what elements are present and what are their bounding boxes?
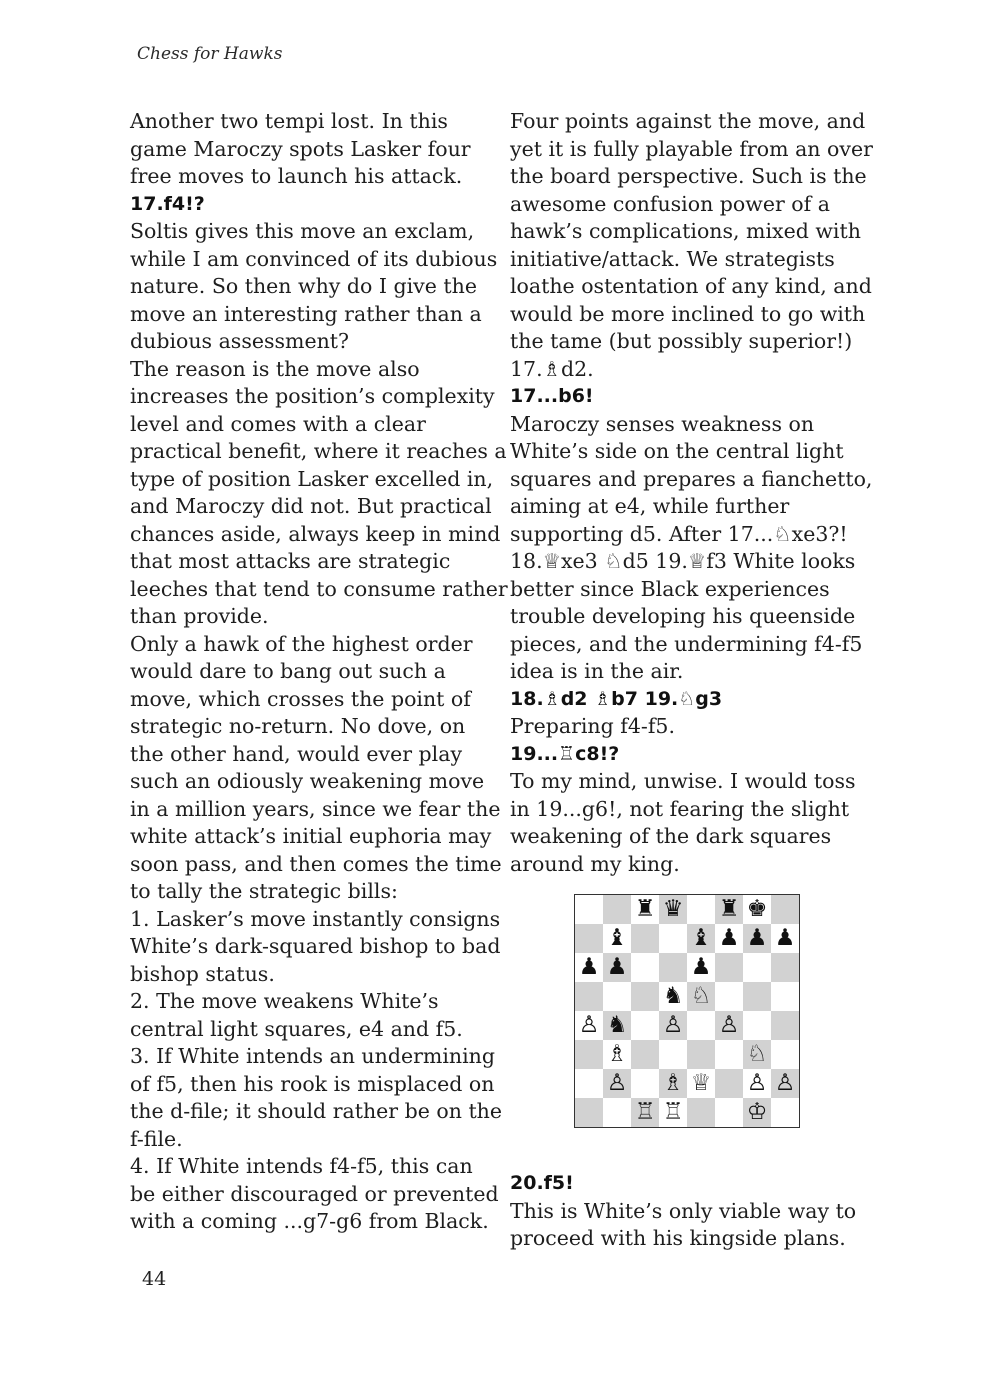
text-line: with a coming ...g7-g6 from Black.: [130, 1209, 489, 1233]
page-number: 44: [142, 1268, 167, 1290]
board-square: [715, 953, 743, 982]
board-square: ♙: [771, 1069, 799, 1098]
board-square: [631, 1011, 659, 1040]
text-line: the board perspective. Such is the: [510, 164, 867, 188]
board-square: [659, 924, 687, 953]
board-square: ♙: [603, 1069, 631, 1098]
text-line: central light squares, e4 and f5.: [130, 1016, 463, 1041]
text-line: in a million years, since we fear the: [130, 796, 501, 821]
text-line: Four points against the move, and: [510, 109, 866, 133]
board-square: ♟: [771, 924, 799, 953]
text-line: level and comes with a clear: [130, 411, 426, 436]
board-square: [631, 1040, 659, 1069]
board-square: [603, 982, 631, 1011]
board-square: ♗: [659, 1069, 687, 1098]
text-line: than provide.: [130, 604, 269, 628]
right-column: [510, 108, 872, 1253]
text-line: Preparing f4-f5.: [510, 714, 675, 738]
board-square: ♙: [659, 1011, 687, 1040]
text-line: awesome confusion power of a: [510, 191, 830, 216]
text-line: strategic no-return. No dove, on: [130, 714, 466, 738]
board-square: ♛: [659, 895, 687, 924]
board-square: [575, 1069, 603, 1098]
text-line: of f5, then his rook is misplaced on: [130, 1071, 495, 1096]
board-square: [687, 895, 715, 924]
move-heading: 17.f4!?: [130, 192, 205, 215]
text-line: To my mind, unwise. I would toss: [510, 769, 856, 793]
text-line: loathe ostentation of any kind, and: [510, 274, 872, 298]
move-heading: 17...b6!: [510, 385, 594, 407]
text-line: the d-file; it should rather be on the: [130, 1099, 503, 1123]
text-line: pieces, and the undermining f4-f5: [510, 631, 863, 656]
board-square: ♖: [659, 1098, 687, 1127]
board-square: [771, 1098, 799, 1127]
board-square: ♟: [687, 953, 715, 982]
board-square: ♙: [575, 1011, 603, 1040]
board-square: [659, 1040, 687, 1069]
text-line: White’s dark-squared bishop to bad: [130, 934, 501, 958]
board-square: [743, 982, 771, 1011]
text-line: dubious assessment?: [130, 329, 350, 353]
text-line: leeches that tend to consume rather: [130, 576, 508, 601]
board-square: [715, 1098, 743, 1127]
board-square: ♟: [743, 924, 771, 953]
text-line: white attack’s initial euphoria may: [130, 824, 492, 848]
board-square: ♞: [659, 982, 687, 1011]
text-line: the tame (but possibly superior!): [510, 329, 853, 353]
text-line: trouble developing his queenside: [510, 604, 856, 628]
text-line: bishop status.: [130, 961, 275, 986]
text-line: 18.♕xe3 ♘d5 19.♕f3 White looks: [510, 549, 856, 573]
right-column-bottom-text: [510, 1170, 872, 1253]
text-line: and Maroczy did not. But practical: [130, 494, 492, 518]
text-line: game Maroczy spots Lasker four: [130, 136, 471, 161]
text-line: The reason is the move also: [130, 356, 420, 381]
board-square: [631, 924, 659, 953]
text-line: free moves to launch his attack.: [130, 164, 463, 188]
text-line: This is White’s only viable way to: [510, 1198, 857, 1223]
board-square: [575, 1098, 603, 1127]
text-line: better since Black experiences: [510, 576, 830, 601]
board-square: ♟: [575, 953, 603, 982]
text-line: White’s side on the central light: [510, 439, 844, 463]
board-square: [659, 953, 687, 982]
text-line: 17.♗d2.: [510, 356, 594, 381]
text-line: supporting d5. After 17...♘xe3?!: [510, 521, 848, 546]
text-line: would be more inclined to go with: [510, 301, 866, 326]
left-column: [130, 108, 508, 1236]
text-line: 2. The move weakens White’s: [130, 989, 439, 1013]
board-square: [575, 924, 603, 953]
running-header: Chess for Hawks: [137, 44, 283, 64]
text-line: nature. So then why do I give the: [130, 274, 477, 298]
board-square: [687, 1011, 715, 1040]
board-square: [575, 1040, 603, 1069]
text-line: move an interesting rather than a: [130, 301, 482, 326]
board-square: ♔: [743, 1098, 771, 1127]
text-line: Maroczy senses weakness on: [510, 411, 815, 436]
board-square: ♜: [715, 895, 743, 924]
text-line: aiming at e4, while further: [510, 494, 790, 518]
text-line: practical benefit, where it reaches a: [130, 439, 507, 463]
text-line: the other hand, would ever play: [130, 741, 463, 766]
move-heading: 20.f5!: [510, 1172, 574, 1194]
board-square: [603, 1098, 631, 1127]
board-square: [715, 1069, 743, 1098]
board-square: ♞: [603, 1011, 631, 1040]
board-square: ♜: [631, 895, 659, 924]
board-square: ♖: [631, 1098, 659, 1127]
text-line: 3. If White intends an undermining: [130, 1044, 495, 1068]
move-heading: 19...♖c8!?: [510, 742, 620, 765]
text-line: weakening of the dark squares: [510, 824, 832, 848]
text-line: such an odiously weakening move: [130, 769, 485, 793]
board-square: [575, 982, 603, 1011]
board-square: [743, 953, 771, 982]
move-heading: 18.♗d2 ♗b7 19.♘g3: [510, 687, 723, 710]
text-line: Only a hawk of the highest order: [130, 631, 473, 656]
board-square: ♟: [603, 953, 631, 982]
board-square: [575, 895, 603, 924]
text-line: around my king.: [510, 851, 680, 876]
board-square: [715, 982, 743, 1011]
text-line: yet it is fully playable from an over: [510, 136, 873, 161]
text-line: squares and prepares a fianchetto,: [510, 466, 873, 491]
board-square: [771, 953, 799, 982]
text-line: Soltis gives this move an exclam,: [130, 219, 475, 243]
text-line: f-file.: [130, 1126, 183, 1151]
board-square: [603, 895, 631, 924]
board-square: ♟: [715, 924, 743, 953]
right-column-top-text: [510, 108, 872, 878]
text-line: while I am convinced of its dubious: [130, 246, 498, 271]
board-square: ♝: [687, 924, 715, 953]
text-line: to tally the strategic bills:: [130, 879, 398, 903]
board-square: [631, 953, 659, 982]
board-square: ♙: [715, 1011, 743, 1040]
text-line: proceed with his kingside plans.: [510, 1226, 846, 1250]
chess-diagram: [574, 894, 800, 1128]
board-square: [771, 895, 799, 924]
text-line: 1. Lasker’s move instantly consigns: [130, 906, 501, 931]
board-square: ♚: [743, 895, 771, 924]
board-square: [631, 982, 659, 1011]
board-square: ♘: [743, 1040, 771, 1069]
board-square: ♗: [603, 1040, 631, 1069]
text-line: that most attacks are strategic: [130, 549, 451, 573]
text-line: increases the position’s complexity: [130, 384, 495, 408]
board-square: [715, 1040, 743, 1069]
text-line: hawk’s complications, mixed with: [510, 219, 861, 243]
board-square: [687, 1098, 715, 1127]
text-line: Another two tempi lost. In this: [130, 109, 448, 133]
text-line: would dare to bang out such a: [130, 659, 446, 683]
board-square: ♕: [687, 1069, 715, 1098]
text-line: move, which crosses the point of: [130, 686, 471, 711]
board-square: ♙: [743, 1069, 771, 1098]
text-line: type of position Lasker excelled in,: [130, 466, 494, 491]
text-line: be either discouraged or prevented: [130, 1181, 499, 1206]
diagram-area: [510, 878, 872, 1170]
board-square: [687, 1040, 715, 1069]
board-square: [631, 1069, 659, 1098]
text-line: 4. If White intends f4-f5, this can: [130, 1154, 473, 1178]
text-line: idea is in the air.: [510, 659, 684, 683]
board-square: [743, 1011, 771, 1040]
text-line: chances aside, always keep in mind: [130, 521, 501, 546]
board-square: [771, 982, 799, 1011]
board-square: [771, 1011, 799, 1040]
text-line: in 19...g6!, not fearing the slight: [510, 796, 850, 821]
board-square: ♝: [603, 924, 631, 953]
text-line: soon pass, and then comes the time: [130, 851, 502, 876]
text-line: initiative/attack. We strategists: [510, 246, 835, 271]
board-square: ♘: [687, 982, 715, 1011]
board-square: [771, 1040, 799, 1069]
